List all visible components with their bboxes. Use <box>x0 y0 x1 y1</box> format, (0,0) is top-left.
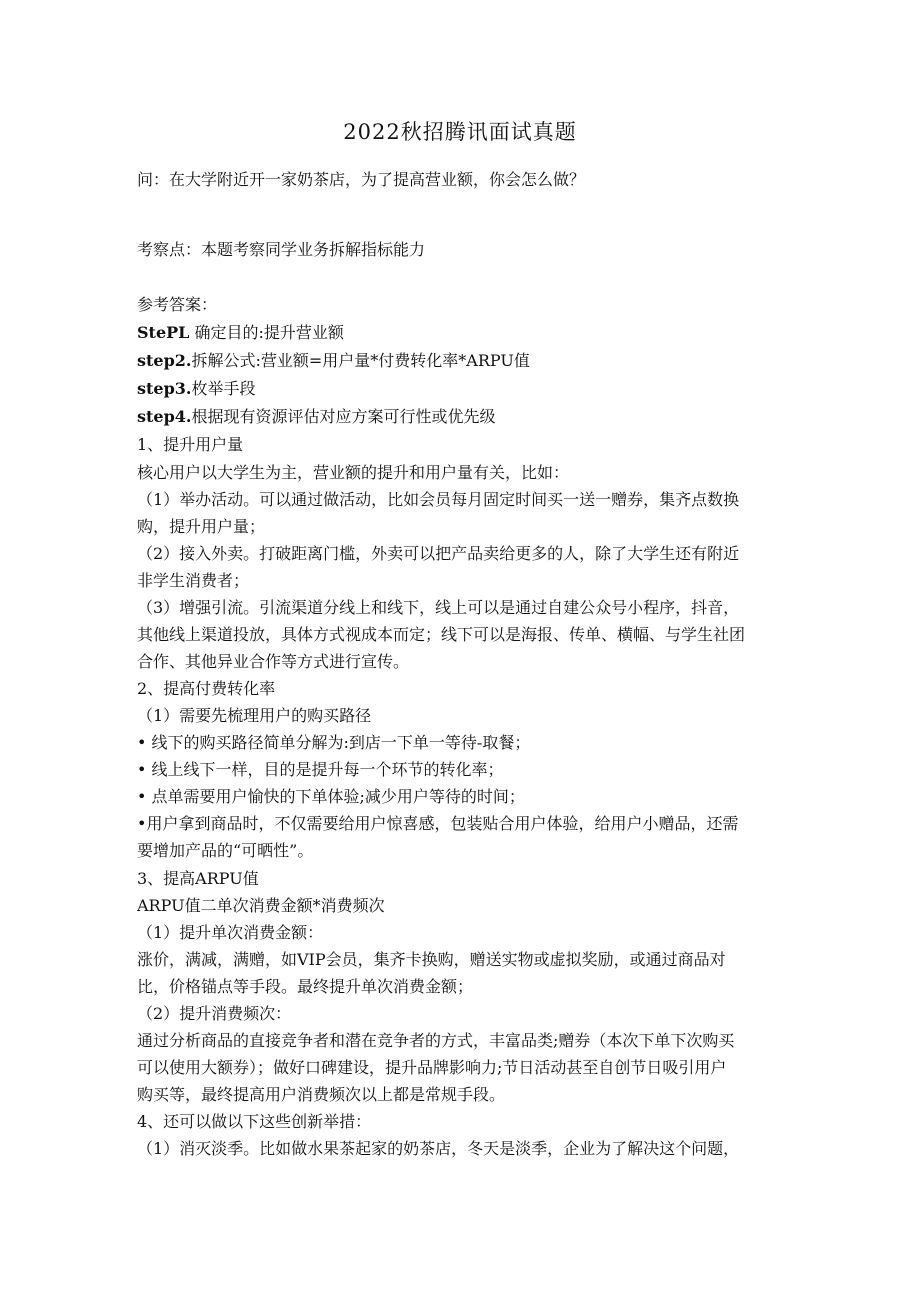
section-3-sub-2: （2）提升消费频次： <box>137 1004 292 1023</box>
section-2-bullet-4-line-2: 要增加产品的“可晒性”。 <box>137 841 314 860</box>
section-1-item-3-line-1: （3）增强引流。引流渠道分线上和线下，线上可以是通过自建公众号小程序，抖音， <box>137 598 740 617</box>
document-title: 2022秋招腾讯面试真题 <box>343 120 577 144</box>
section-3-sub-1: （1）提升单次消费金额： <box>137 923 324 942</box>
section-3-sub-1-line-1: 涨价，满减，满赠，如VIP会员，集齐卡换购，赠送实物或虚拟奖励，或通过商品对 <box>137 950 726 969</box>
step-4-text: 根据现有资源评估对应方案可行性或优先级 <box>191 407 496 426</box>
section-2-bullet-2: • 线上线下一样，目的是提升每一个环节的转化率； <box>137 760 504 779</box>
section-3-heading: 3、提高ARPU值 <box>137 869 259 888</box>
section-1-item-3-line-3: 合作、其他异业合作等方式进行宣传。 <box>137 652 410 671</box>
answer-heading: 参考答案： <box>137 295 218 314</box>
section-1-heading: 1、提升用户量 <box>137 435 244 454</box>
step-1-key: StePL <box>137 323 190 342</box>
step-4 <box>137 404 787 430</box>
step-4-key: step4. <box>137 407 192 426</box>
section-3-sub-1-line-2: 比，价格锚点等手段。最终提升单次消费金额； <box>137 977 474 996</box>
section-2-bullet-1: • 线下的购买路径简单分解为:到店一下单一等待-取餐； <box>137 733 531 752</box>
section-2-sub-1: （1）需要先梳理用户的购买路径 <box>137 706 372 725</box>
section-1-intro: 核心用户以大学生为主，营业额的提升和用户量有关，比如： <box>137 463 570 482</box>
section-1-item-3-line-2: 其他线上渠道投放，具体方式视成本而定；线下可以是海报、传单、横幅、与学生社团 <box>137 625 746 644</box>
section-4-item-1-line-1: （1）消灭淡季。比如做水果茶起家的奶茶店，冬天是淡季，企业为了解决这个问题， <box>137 1139 740 1158</box>
step-2 <box>137 348 787 374</box>
step-3-key: step3. <box>137 379 192 398</box>
step-2-text: 拆解公式:营业额=用户量*付费转化率*ARPU值 <box>191 351 530 370</box>
section-3-sub-2-line-2: 可以使用大额券）；做好口碑建设，提升品牌影响力;节日活动甚至自创节日吸引用户 <box>137 1058 727 1077</box>
section-1-item-2-line-2: 非学生消费者； <box>137 571 250 590</box>
step-3-text: 枚举手段 <box>191 379 256 398</box>
step-1 <box>137 320 787 346</box>
section-3-sub-2-line-1: 通过分析商品的直接竞争者和潜在竞争者的方式，丰富品类;赠券（本次下单下次购买 <box>137 1031 735 1050</box>
section-4-heading: 4、还可以做以下这些创新举措： <box>137 1112 372 1131</box>
step-1-text: 确定目的:提升营业额 <box>194 323 344 342</box>
section-2-heading: 2、提高付费转化率 <box>137 679 276 698</box>
section-3-sub-2-line-3: 购买等，最终提高用户消费频次以上都是常规手段。 <box>137 1085 506 1104</box>
section-1-item-1-line-1: （1）举办活动。可以通过做活动，比如会员每月固定时间买一送一赠券，集齐点数换 <box>137 490 740 509</box>
section-1-item-1-line-2: 购，提升用户量； <box>137 517 266 536</box>
exam-point-text: 考察点：本题考察同学业务拆解指标能力 <box>137 240 426 259</box>
step-3 <box>137 376 787 402</box>
section-1-item-2-line-1: （2）接入外卖。打破距离门槛，外卖可以把产品卖给更多的人，除了大学生还有附近 <box>137 544 740 563</box>
section-2-bullet-4-line-1: •用户拿到商品时，不仅需要给用户惊喜感，包装贴合用户体验，给用户小赠品，还需 <box>137 814 739 833</box>
section-2-bullet-3: • 点单需要用户愉快的下单体验;减少用户等待的时间； <box>137 787 525 806</box>
step-2-key: step2. <box>137 351 192 370</box>
section-3-formula: ARPU值二单次消费金额*消费频次 <box>137 896 385 915</box>
question-text: 问：在大学附近开一家奶茶店，为了提高营业额，你会怎么做？ <box>137 170 586 189</box>
